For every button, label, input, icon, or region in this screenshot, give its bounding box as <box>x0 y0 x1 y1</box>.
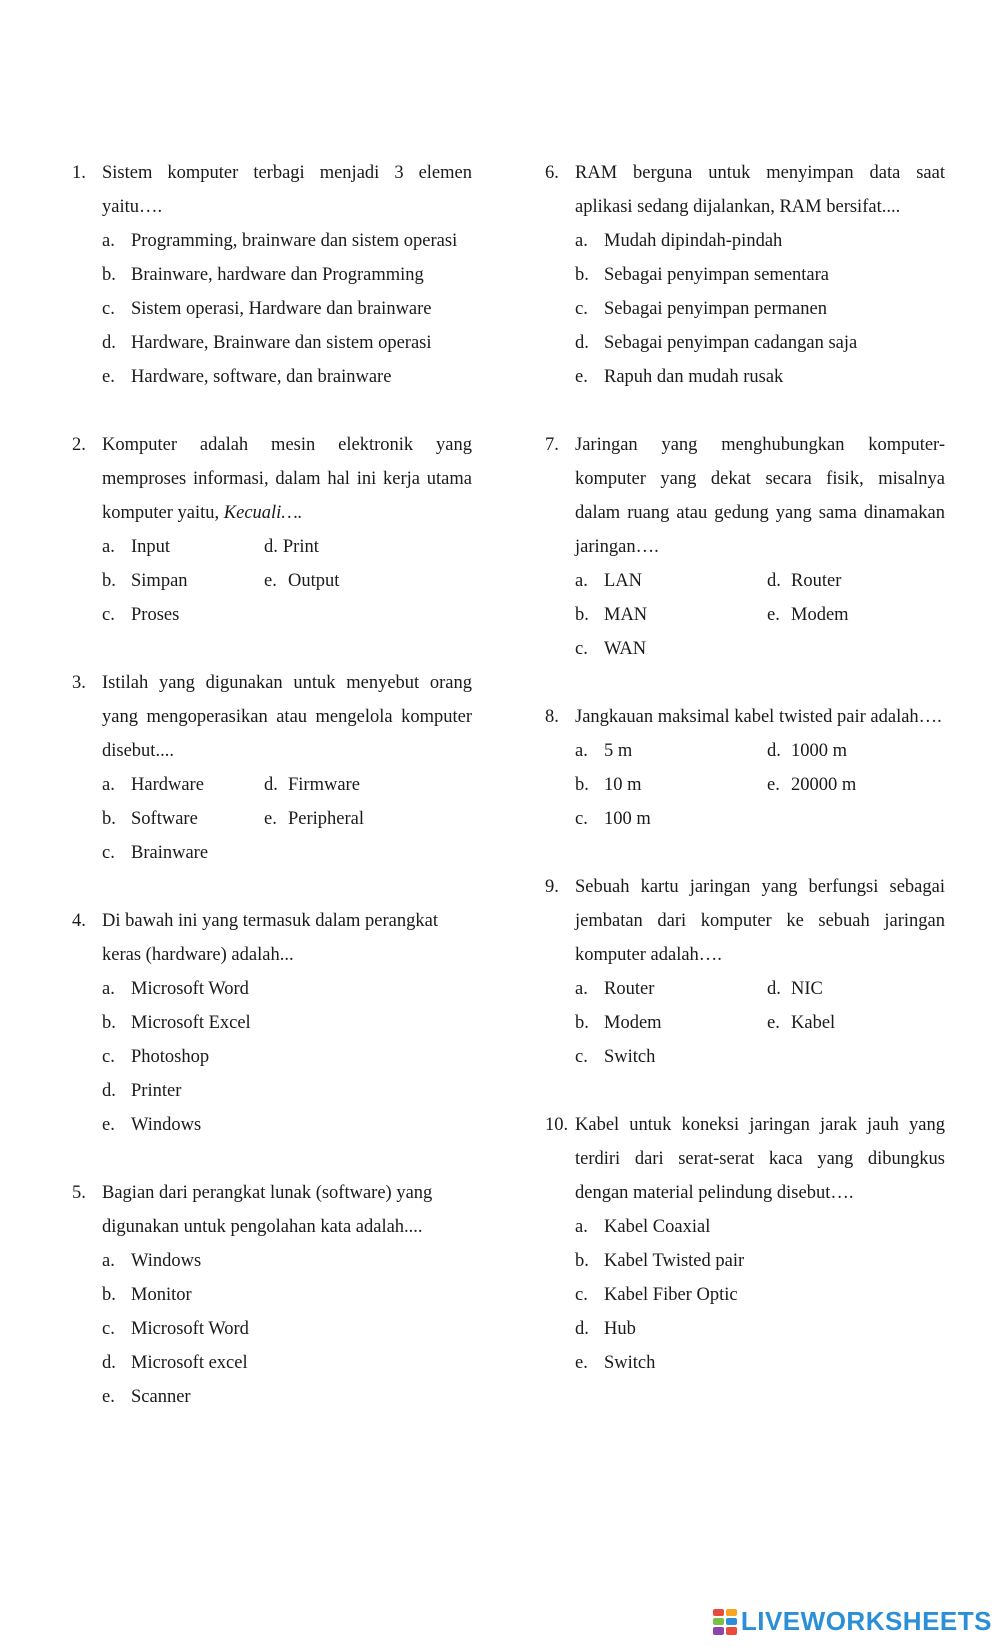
option-b[interactable]: b. Modem <box>575 1013 662 1033</box>
question-text: Istilah yang digunakan untuk menyebut orang yang mengoperasikan atau mengelola komputer disebut.... <box>102 673 472 761</box>
answer-options <box>102 224 472 394</box>
question-text: Kabel untuk koneksi jaringan jarak jauh yang terdiri dari serat-serat kaca yang dibungkus dengan material pelindung disebut…. <box>575 1115 945 1203</box>
answer-options <box>575 564 945 666</box>
option-d[interactable]: d. Printer <box>102 1081 182 1101</box>
option-c[interactable]: c. WAN <box>575 639 647 659</box>
option-c[interactable]: c. Switch <box>575 1047 656 1067</box>
option-e[interactable]: e. Kabel <box>767 1013 836 1033</box>
option-a[interactable]: a. Programming, brainware dan sistem operasi <box>102 231 458 251</box>
answer-options <box>575 1210 945 1380</box>
option-b[interactable]: b. Microsoft Excel <box>102 1013 251 1033</box>
option-c[interactable]: c. Brainware <box>102 843 209 863</box>
option-c[interactable]: c. Proses <box>102 605 180 625</box>
option-e[interactable]: e. Peripheral <box>264 809 365 829</box>
option-b[interactable]: b. Software <box>102 809 198 829</box>
option-a[interactable]: a. Hardware <box>102 775 204 795</box>
option-b[interactable]: b. Simpan <box>102 571 188 591</box>
option-d[interactable]: d. NIC <box>767 979 823 999</box>
question-number: 8. <box>545 707 559 727</box>
question-text: Di bawah ini yang termasuk dalam perangkat keras (hardware) adalah... <box>102 911 438 965</box>
option-a[interactable]: a. Windows <box>102 1251 202 1271</box>
option-a[interactable]: a. Mudah dipindah-pindah <box>575 231 783 251</box>
option-e[interactable]: e. Scanner <box>102 1387 191 1407</box>
answer-options <box>102 972 472 1142</box>
question-number: 1. <box>72 163 86 183</box>
option-a[interactable]: a. 5 m <box>575 741 633 761</box>
option-e[interactable]: e. Windows <box>102 1115 202 1135</box>
option-d[interactable]: d. Sebagai penyimpan cadangan saja <box>575 333 858 353</box>
option-b[interactable]: b. Monitor <box>102 1285 192 1305</box>
question-text: Bagian dari perangkat lunak (software) yang digunakan untuk pengolahan kata adalah.... <box>102 1183 433 1237</box>
question-1 <box>72 156 472 394</box>
question-3 <box>72 666 472 870</box>
option-e[interactable]: e. 20000 m <box>767 775 857 795</box>
option-c[interactable]: c. Sistem operasi, Hardware dan brainware <box>102 299 432 319</box>
question-text: Komputer adalah mesin elektronik yang memproses informasi, dalam hal ini kerja utama komputer yaitu, Kecuali…. <box>102 435 472 523</box>
option-a[interactable]: a. LAN <box>575 571 643 591</box>
question-5 <box>72 1176 472 1414</box>
option-d[interactable]: d. Print <box>264 537 319 557</box>
question-number: 2. <box>72 435 86 455</box>
option-d[interactable]: d. Firmware <box>264 775 360 795</box>
question-number: 4. <box>72 911 86 931</box>
option-a[interactable]: a. Input <box>102 537 171 557</box>
question-text: Jangkauan maksimal kabel twisted pair adalah…. <box>575 707 942 727</box>
question-9 <box>545 870 945 1074</box>
option-c[interactable]: c. Microsoft Word <box>102 1319 249 1339</box>
question-6 <box>545 156 945 394</box>
question-number: 10. <box>545 1115 569 1135</box>
question-text: Sebuah kartu jaringan yang berfungsi sebagai jembatan dari komputer ke sebuah jaringan komputer adalah…. <box>575 877 945 965</box>
question-7 <box>545 428 945 666</box>
answer-options <box>102 768 472 870</box>
question-number: 3. <box>72 673 86 693</box>
answer-options <box>575 224 945 394</box>
question-4 <box>72 904 472 1142</box>
option-d[interactable]: d. Hardware, Brainware dan sistem operasi <box>102 333 432 353</box>
question-10 <box>545 1108 945 1380</box>
question-number: 9. <box>545 877 559 897</box>
option-a[interactable]: a. Kabel Coaxial <box>575 1217 711 1237</box>
option-d[interactable]: d. Router <box>767 571 842 591</box>
question-text: Sistem komputer terbagi menjadi 3 elemen yaitu…. <box>102 163 472 217</box>
brand-name: LIVEWORKSHEETS <box>740 1606 992 1636</box>
option-d[interactable]: d. 1000 m <box>767 741 848 761</box>
answer-options <box>102 530 472 632</box>
option-b[interactable]: b. Kabel Twisted pair <box>575 1251 745 1271</box>
question-number: 6. <box>545 163 559 183</box>
right-column <box>545 156 945 1414</box>
answer-options <box>575 734 945 836</box>
option-a[interactable]: a. Router <box>575 979 655 999</box>
question-text: RAM berguna untuk menyimpan data saat aplikasi sedang dijalankan, RAM bersifat.... <box>575 163 945 217</box>
option-c[interactable]: c. Sebagai penyimpan permanen <box>575 299 827 319</box>
option-c[interactable]: c. Photoshop <box>102 1047 210 1067</box>
option-b[interactable]: b. Sebagai penyimpan sementara <box>575 265 829 285</box>
option-a[interactable]: a. Microsoft Word <box>102 979 249 999</box>
question-8 <box>545 700 945 836</box>
question-number: 7. <box>545 435 559 455</box>
left-column <box>72 156 472 1448</box>
option-b[interactable]: b. MAN <box>575 605 648 625</box>
answer-options <box>102 1244 472 1414</box>
liveworksheets-brand <box>713 1606 992 1637</box>
option-b[interactable]: b. Brainware, hardware dan Programming <box>102 265 424 285</box>
option-e[interactable]: e. Hardware, software, dan brainware <box>102 367 392 387</box>
liveworksheets-logo-icon <box>713 1609 737 1635</box>
option-c[interactable]: c. 100 m <box>575 809 651 829</box>
answer-options <box>575 972 945 1074</box>
option-e[interactable]: e. Rapuh dan mudah rusak <box>575 367 784 387</box>
question-2 <box>72 428 472 632</box>
option-c[interactable]: c. Kabel Fiber Optic <box>575 1285 738 1305</box>
question-number: 5. <box>72 1183 86 1203</box>
option-b[interactable]: b. 10 m <box>575 775 642 795</box>
option-d[interactable]: d. Hub <box>575 1319 636 1339</box>
question-text: Jaringan yang menghubungkan komputer-komputer yang dekat secara fisik, misalnya dalam ruang atau gedung yang sama dinamakan jaringan…. <box>575 435 945 557</box>
option-e[interactable]: e. Modem <box>767 605 849 625</box>
option-e[interactable]: e. Switch <box>575 1353 656 1373</box>
option-d[interactable]: d. Microsoft excel <box>102 1353 248 1373</box>
option-e[interactable]: e. Output <box>264 571 340 591</box>
